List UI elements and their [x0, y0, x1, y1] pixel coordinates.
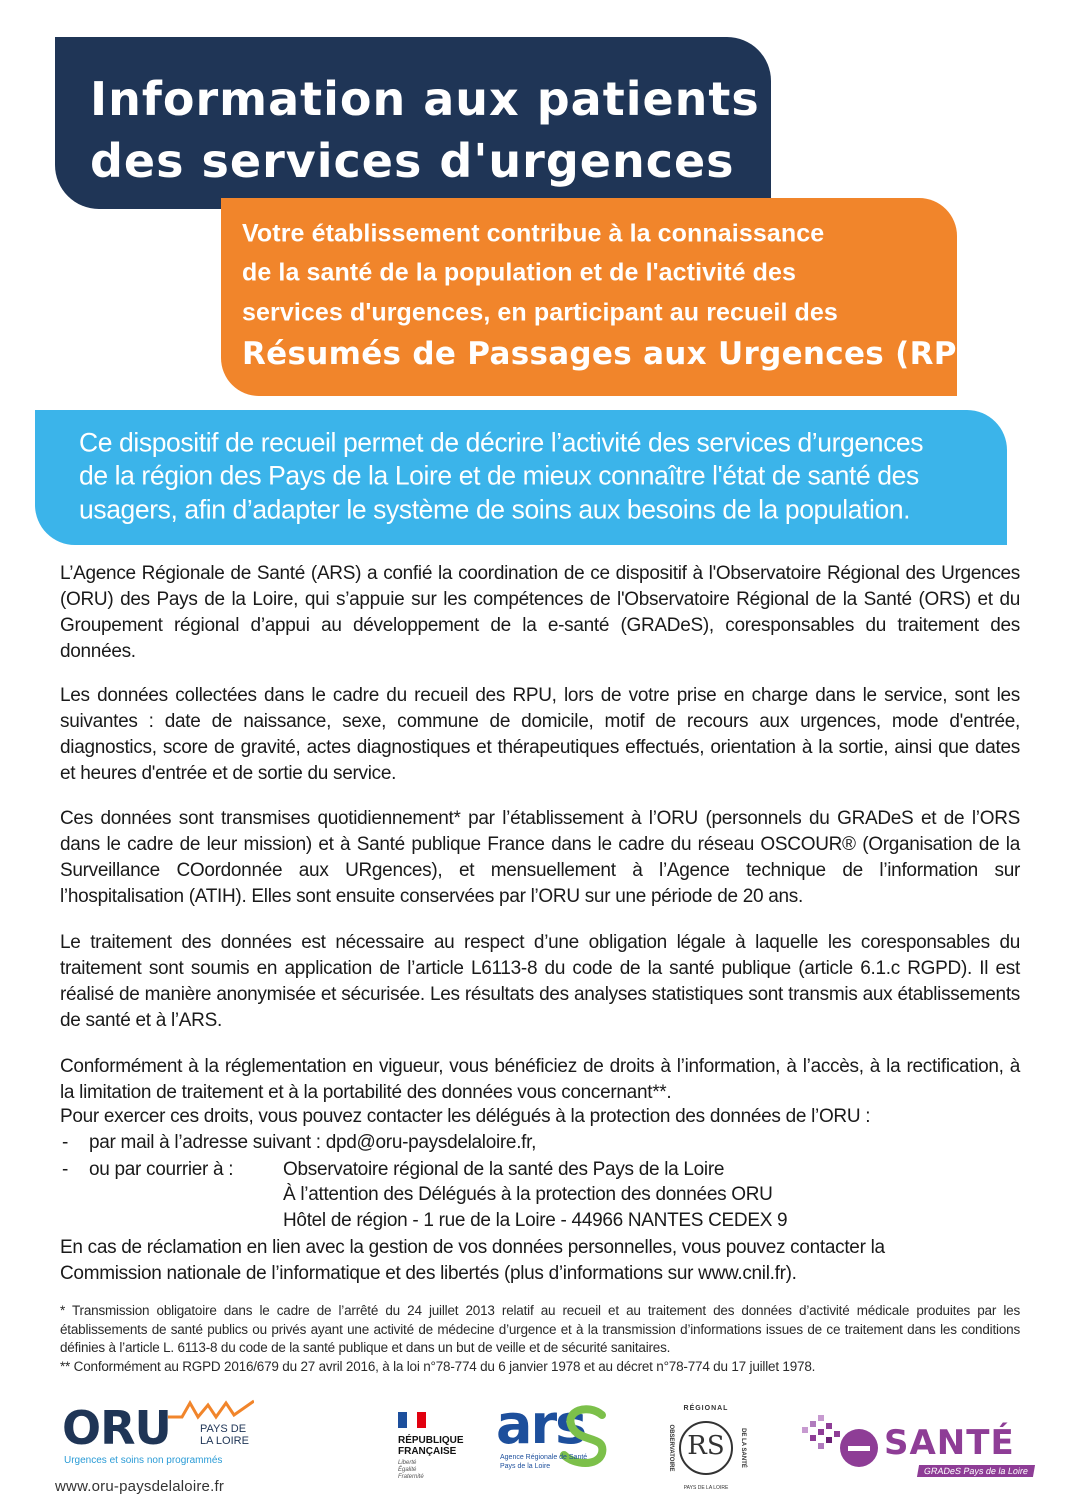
intro-line-2: de la santé de la population et de l'activité des — [242, 258, 797, 287]
ors-bottom: PAYS DE LA LOIRE — [683, 1485, 729, 1491]
address-line-3: Hôtel de région - 1 rue de la Loire - 44966 NANTES CEDEX 9 — [283, 1210, 788, 1231]
paragraph-legal-basis — [60, 930, 1020, 1034]
contact-email[interactable]: par mail à l’adresse suivant : dpd@oru-paysdelaloire.fr, — [89, 1132, 537, 1153]
republique-line-1: RÉPUBLIQUE — [398, 1435, 464, 1446]
ors-left: OBSERVATOIRE — [668, 1424, 674, 1472]
esante-e-icon — [838, 1427, 880, 1469]
ors-logo — [663, 1405, 753, 1497]
oru-logo — [60, 1399, 260, 1469]
paragraph-ars — [60, 561, 1020, 665]
address-line-2: À l’attention des Délégués à la protection des données ORU — [283, 1184, 773, 1205]
republique-text — [398, 1435, 478, 1457]
paragraph-text: L’Agence Régionale de Santé (ARS) a confié la coordination de ce dispositif à l'Observatoire Régional des Urgences (ORU) des Pays de la Loire, qui s’appuie sur les compétences de l'Observatoire Régional de la Santé (ORS) et du Groupement régional d’appui au développement de la e-santé (GRADeS), coresponsables du traitement des données. — [60, 563, 1020, 662]
oru-pulse-icon — [168, 1399, 254, 1421]
intro-line-rpu: Résumés de Passages aux Urgences (RPU) — [242, 336, 997, 372]
oru-region-line-2: LA LOIRE — [200, 1435, 249, 1447]
marianne-flag-icon — [398, 1412, 426, 1428]
paragraph-text: Le traitement des données est nécessaire au respect d’une obligation légale à laquelle les coresponsables du traitement sont soumis en application de l’article L6113-8 du code de la santé publique (article 6.1.c RGPD). Il est réalisé de manière anonymisée et sécurisée. Les résultats des analyses statistiques sont transmis aux établissements de santé et à l’ARS. — [60, 932, 1020, 1031]
list-dash: - — [62, 1132, 69, 1153]
complaint-line-1: En cas de réclamation en lien avec la gestion de vos données personnelles, vous pouvez contacter la — [60, 1237, 885, 1258]
motto-3: Fraternité — [398, 1474, 424, 1480]
paragraph-text: Conformément à la réglementation en vigueur, vous bénéficiez de droits à l’information, à l’accès, à la rectification, à la limitation de traitement et à la portabilité des données vous concernant**. — [60, 1056, 1020, 1103]
oru-logo-name: ORU — [62, 1401, 171, 1455]
purpose-banner — [35, 410, 1007, 545]
ars-logo — [496, 1393, 616, 1481]
footnote-2: ** Conformément au RGPD 2016/679 du 27 avril 2016, à la loi n°78-774 du 6 janvier 1978 et au décret n°78-774 du 17 juillet 1978. — [60, 1358, 816, 1374]
ors-right: DE LA SANTÉ — [740, 1428, 746, 1468]
motto-1: Liberté — [398, 1460, 417, 1466]
contact-post-label: ou par courrier à : — [89, 1159, 234, 1180]
title-banner — [55, 37, 771, 209]
paragraph-rights — [60, 1054, 1020, 1106]
paragraph-text: Ces données sont transmises quotidiennement* par l’établissement à l’ORU (personnels du GRADeS et de l’ORS dans le cadre de leur mission) et à Santé publique France dans le cadre du réseau OSCOUR® (Organisation de la Surveillance COordonnée aux URgences), et mensuellement à l’Agence technique de l’information sur l’hospitalisation (ATIH). Elles sont ensuite conservées par l’ORU sur une période de 20 ans. — [60, 808, 1020, 907]
intro-line-1: Votre établissement contribue à la connaissance — [242, 219, 825, 248]
esante-logo — [800, 1413, 1029, 1483]
paragraph-data-collected — [60, 683, 1020, 787]
ars-logo-name: ars — [496, 1393, 586, 1456]
intro-line-3: services d'urgences, en participant au recueil des — [242, 298, 838, 327]
purpose-line-1: Ce dispositif de recueil permet de décrire l’activité des services d’urgences — [79, 427, 924, 458]
purpose-line-2: de la région des Pays de la Loire et de mieux connaître l'état de santé des — [79, 460, 919, 491]
paragraph-text: Les données collectées dans le cadre du recueil des RPU, lors de votre prise en charge dans le service, sont les suivantes : date de naissance, sexe, commune de domicile, motif de recours aux urgences, mode d'entrée, diagnostics, score de gravité, actes diagnostiques et thérapeutiques effectués, orientation à la sortie, ainsi que dates et heures d'entrée et de sortie du service. — [60, 685, 1020, 784]
republique-line-2: FRANÇAISE — [398, 1446, 457, 1457]
ars-subtitle — [500, 1453, 587, 1471]
ors-monogram: RS — [687, 1431, 725, 1461]
esante-tagline: GRADeS Pays de la Loire — [917, 1465, 1035, 1477]
address-line-1: Observatoire régional de la santé des Pays de la Loire — [283, 1159, 725, 1180]
rights-intro: Pour exercer ces droits, vous pouvez contacter les délégués à la protection des données de l’ORU : — [60, 1106, 871, 1127]
website-link[interactable]: www.oru-paysdelaloire.fr — [55, 1478, 225, 1495]
oru-region — [200, 1423, 249, 1447]
republique-motto — [398, 1460, 478, 1481]
ars-sub-2: Pays de la Loire — [500, 1463, 551, 1470]
page-title-line-2: des services d'urgences — [90, 134, 735, 188]
complaint-line-2[interactable]: Commission nationale de l’informatique et des libertés (plus d’informations sur www.cnil.fr). — [60, 1263, 797, 1284]
republique-francaise-logo — [398, 1412, 478, 1492]
oru-tagline: Urgences et soins non programmés — [64, 1455, 223, 1466]
footnote-1: * Transmission obligatoire dans le cadre de l’arrêté du 24 juillet 2013 relatif au recueil et au traitement des données d’activité médicale produites par les établissements de santé publics ou privés ayant une activité de médecine d’urgence et à la transmission d’informations issues de ce traitement dans les conditions définies à l’article L. 6113-8 du code de la santé publique et dans un but de veille et de sécurité sanitaires. — [60, 1303, 1020, 1355]
purpose-line-3: usagers, afin d’adapter le système de soins aux besoins de la population. — [79, 494, 911, 525]
list-dash: - — [62, 1159, 69, 1180]
motto-2: Égalité — [398, 1467, 417, 1473]
esante-logo-name: SANTÉ — [884, 1423, 1015, 1463]
ors-top: RÉGIONAL — [683, 1405, 729, 1412]
intro-banner — [221, 198, 997, 396]
footnotes — [60, 1302, 1020, 1376]
oru-region-line-1: PAYS DE — [200, 1423, 247, 1435]
ars-sub-1: Agence Régionale de Santé — [500, 1454, 588, 1461]
page-title-line-1: Information aux patients — [90, 72, 760, 126]
paragraph-transmission — [60, 806, 1020, 910]
